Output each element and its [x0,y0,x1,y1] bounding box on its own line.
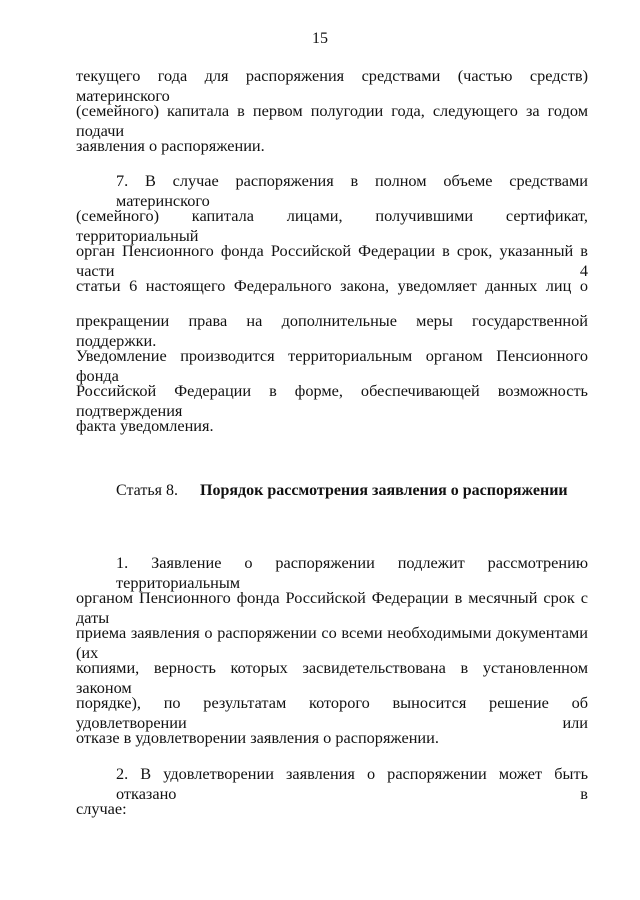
text-line: 1. Заявление о распоряжении подлежит рассмотрению территориальным [116,553,588,592]
text-line: копиями, верность которых засвидетельствована в установленном законом [76,658,588,697]
text-line: факта уведомления. [76,416,214,435]
article-title: Порядок рассмотрения заявления о распоряжении [200,482,568,499]
text-line: статьи 6 настоящего Федерального закона, уведомляет данных лиц о [76,276,588,295]
text-line: приема заявления о распоряжении со всеми необходимыми документами (их [76,623,588,662]
text-line: Уведомление производится территориальным органом Пенсионного фонда [76,346,588,385]
text-line: порядке), по результатам которого выносится решение об удовлетворении или [76,693,588,732]
text-line: текущего года для распоряжения средствами (частью средств) материнского [76,66,588,105]
article-label: Статья 8. [116,482,178,499]
text-line: 7. В случае распоряжения в полном объеме средствами материнского [116,171,588,210]
text-line: заявления о распоряжении. [76,136,265,155]
text-line: Российской Федерации в форме, обеспечивающей возможность подтверждения [76,381,588,420]
page-number: 15 [312,30,328,47]
text-line: случае: [76,799,127,818]
text-line: прекращении права на дополнительные меры государственной поддержки. [76,311,588,350]
article-heading [116,482,568,500]
text-line: органом Пенсионного фонда Российской Федерации в месячный срок с даты [76,588,588,627]
text-line: (семейного) капитала лицами, получившими сертификат, территориальный [76,206,588,245]
text-line: 2. В удовлетворении заявления о распоряжении может быть отказано в [116,764,588,803]
text-line: (семейного) капитала в первом полугодии года, следующего за годом подачи [76,101,588,140]
text-line: орган Пенсионного фонда Российской Федерации в срок, указанный в части 4 [76,241,588,280]
text-line: отказе в удовлетворении заявления о распоряжении. [76,728,439,747]
